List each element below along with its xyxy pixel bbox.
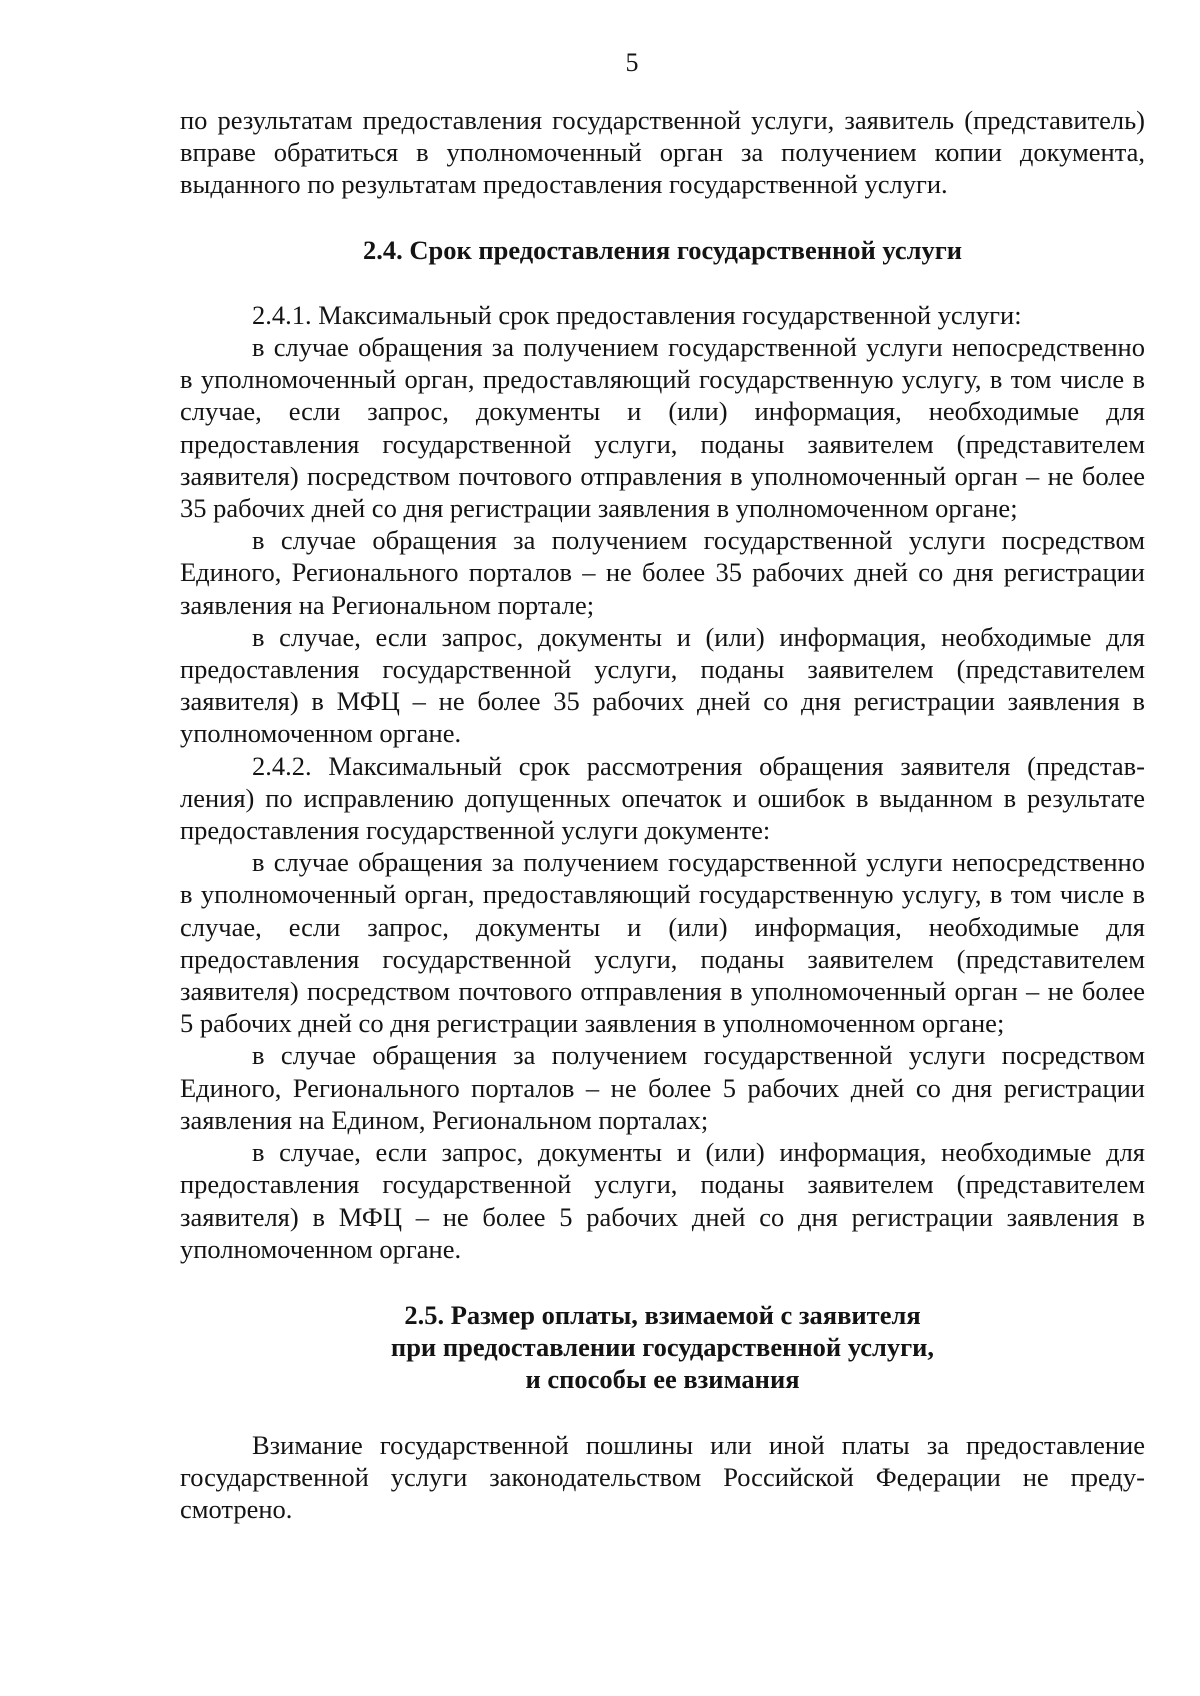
paragraph-2-4-1-intro: 2.4.1. Максимальный срок предоставления государственной услуги: (252, 299, 1022, 330)
section-2-5-heading (180, 1299, 1145, 1396)
section-2-4-heading: 2.4. Срок предоставления государственной услуги (362, 234, 963, 265)
section-2-5-heading-line-3: и способы ее взимания (525, 1364, 800, 1395)
paragraph-2-5: Взимание государственной пошлины или иной платы за предоставление государственной услуги законодательством Российской Федерации не предусмотрено. (180, 1429, 1145, 1524)
paragraph-2-4-2-b: в случае обращения за получением государственной услуги посредством Единого, Регионального порталов – не более 5 рабочих дней со дня регистрации заявления на Едином, Региональном порталах; (180, 1040, 1145, 1135)
paragraph-2-4-1-a: в случае обращения за получением государственной услуги непосредственно в уполномоченный орган, предоставляющий государственную услугу, в том числе в случае, если запрос, документы и (или) информация, необходимые для предоставления государственной услуги, поданы заявителем (представителем заявителя) посредством почтового отправления в уполномоченный орган – не более 35 рабочих дней со дня регистрации заявления в уполномоченном органе; (180, 332, 1145, 524)
paragraph-2-4-1-b: в случае обращения за получением государственной услуги посредством Единого, Регионального порталов – не более 35 рабочих дней со дня регистрации заявления на Региональном портале; (180, 525, 1145, 620)
page-number: 5 (625, 48, 639, 77)
section-2-5-heading-line-1: 2.5. Размер оплаты, взимаемой с заявителя (404, 1299, 921, 1330)
paragraph-2-4-2-a: в случае обращения за получением государственной услуги непосредственно в уполномоченный орган, предоставляющий государственную услугу, в том числе в случае, если запрос, документы и (или) информация, необходимые для предоставления государственной услуги, поданы заявителем (представителем заявителя) посредством почтового отправления в уполномоченный орган – не более 5 рабочих дней со дня регистрации заявления в уполномоченном органе; (180, 847, 1145, 1039)
paragraph-2-4-2-intro: 2.4.2. Максимальный срок рассмотрения обращения заявителя (представления) по исправлению допущенных опечаток и ошибок в выданном в результате предоставления государственной услуги документе: (180, 750, 1145, 846)
paragraph-2-4-2-c: в случае, если запрос, документы и (или) информация, необходимые для предоставления государственной услуги, поданы заявителем (представителем заявителя) в МФЦ – не более 5 рабочих дней со дня регистрации заявления в уполномоченном органе. (180, 1137, 1145, 1264)
paragraph-2-4-1-c: в случае, если запрос, документы и (или) информация, необходимые для предоставления государственной услуги, поданы заявителем (представителем заявителя) в МФЦ – не более 35 рабочих дней со дня регистрации заявления в уполномоченном органе. (180, 621, 1145, 749)
continuation-paragraph: по результатам предоставления государственной услуги, заявитель (представитель) вправе обратиться в уполномоченный орган за получением копии документа, выданного по результатам предоставления государственной услуги. (180, 105, 1145, 200)
section-2-5-heading-line-2: при предоставлении государственной услуги, (390, 1332, 935, 1363)
document-body (180, 104, 1145, 1525)
